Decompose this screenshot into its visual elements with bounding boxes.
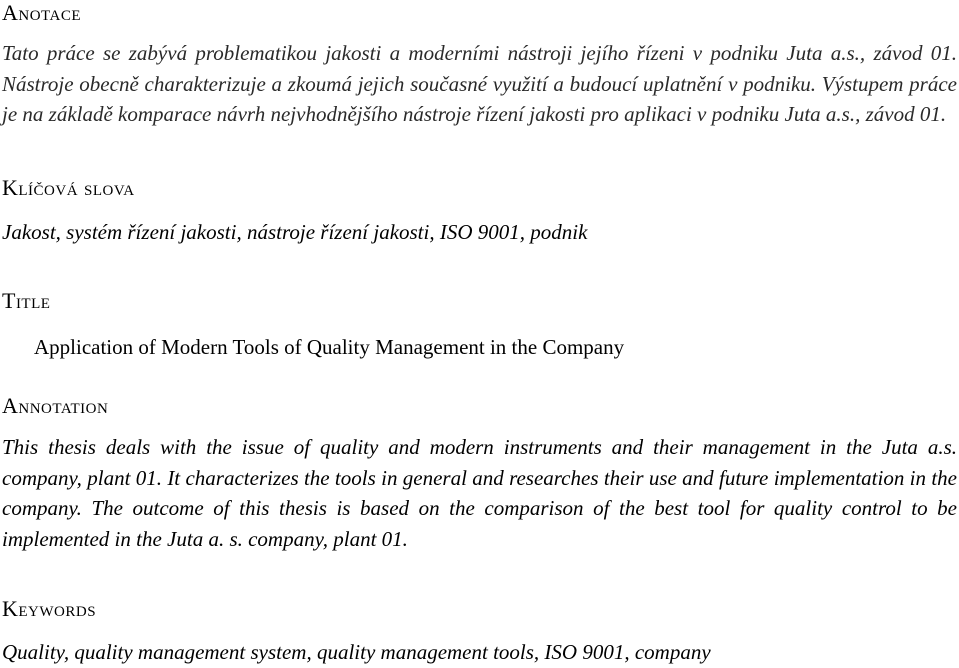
annotation-heading: Annotation <box>2 393 109 418</box>
klicova-slova-heading: Klíčová slova <box>2 175 135 200</box>
title-heading: Title <box>2 288 51 313</box>
keywords-text: Quality, quality management system, quality management tools, ISO 9001, company <box>2 640 711 664</box>
keywords-heading: Keywords <box>2 596 97 621</box>
klicova-slova-text: Jakost, systém řízení jakosti, nástroje řízení jakosti, ISO 9001, podnik <box>2 220 588 244</box>
title-text: Application of Modern Tools of Quality Management in the Company <box>34 335 625 359</box>
anotace-heading: Anotace <box>2 0 82 25</box>
anotace-text: Tato práce se zabývá problematikou jakosti a moderními nástroji jejího řízeni v podniku Juta a.s., závod 01. Nástroje obecně charakterizuje a zkoumá jejich současné využití a budoucí uplatnění v podniku. Výstupem práce je na základě komparace návrh nejvhodnějšího nástroje řízení jakosti pro aplikaci v podniku Juta a.s., závod 01. <box>2 41 957 126</box>
annotation-text: This thesis deals with the issue of quality and modern instruments and their management in the Juta a.s. company, plant 01. It characterizes the tools in general and researches their use and future implementation in the company. The outcome of this thesis is based on the comparison of the best tool for quality control to be implemented in the Juta a. s. company, plant 01. <box>2 435 957 551</box>
